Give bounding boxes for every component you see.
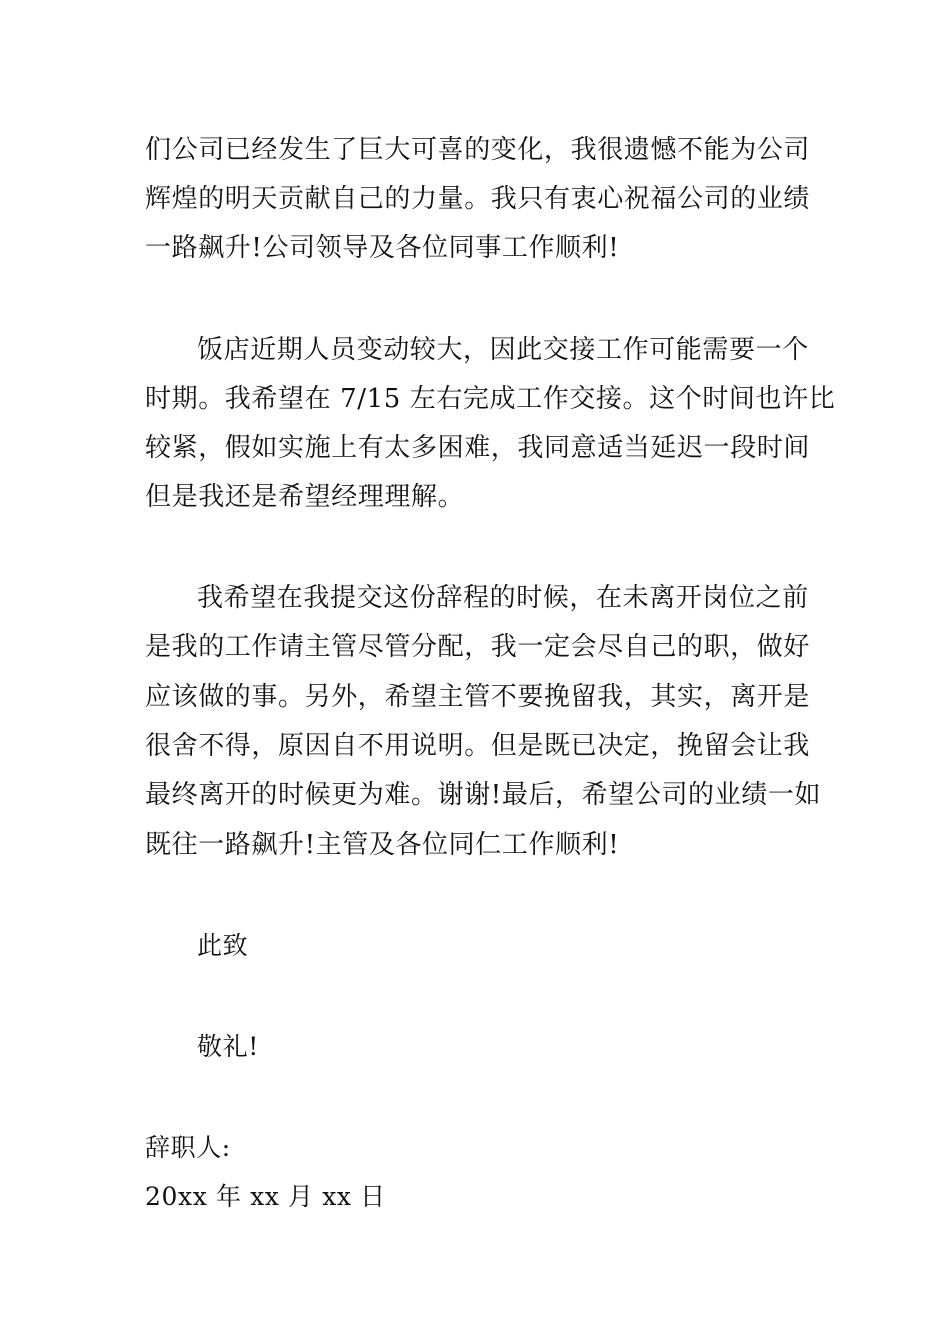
paragraph-3-line-4: 很舍不得，原因自不用说明。但是既已决定，挽留会让我 <box>145 731 811 761</box>
paragraph-3-line-2: 是我的工作请主管尽管分配，我一定会尽自己的职，做好 <box>145 632 811 662</box>
paragraph-2-line-3: 较紧，假如实施上有太多困难，我同意适当延迟一段时间 <box>145 433 811 463</box>
paragraph-1-line-3: 一路飙升!公司领导及各位同事工作顺利! <box>145 233 620 263</box>
paragraph-3-line-3: 应该做的事。另外，希望主管不要挽留我，其实，离开是 <box>145 682 811 712</box>
date-line: 20xx 年 xx 月 xx 日 <box>145 1182 386 1211</box>
paragraph-1-line-2: 辉煌的明天贡献自己的力量。我只有衷心祝福公司的业绩 <box>145 184 811 214</box>
paragraph-1-line-1: 们公司已经发生了巨大可喜的变化，我很遗憾不能为公司 <box>145 135 811 165</box>
paragraph-3-line-1: 我希望在我提交这份辞程的时候，在未离开岗位之前 <box>197 583 809 613</box>
paragraph-3-line-6: 既往一路飙升!主管及各位同仁工作顺利! <box>145 830 620 860</box>
signature-label: 辞职人: <box>145 1133 231 1162</box>
paragraph-2-line-4: 但是我还是希望经理理解。 <box>145 482 465 512</box>
paragraph-3-line-5: 最终离开的时候更为难。谢谢!最后，希望公司的业绩一如 <box>145 780 822 810</box>
paragraph-2-line-2: 时期。我希望在 7/15 左右完成工作交接。这个时间也许比 <box>145 384 836 414</box>
paragraph-2-line-1: 饭店近期人员变动较大，因此交接工作可能需要一个 <box>197 335 809 365</box>
closing-regards: 敬礼! <box>197 1032 259 1061</box>
closing-salutation: 此致 <box>197 931 249 960</box>
